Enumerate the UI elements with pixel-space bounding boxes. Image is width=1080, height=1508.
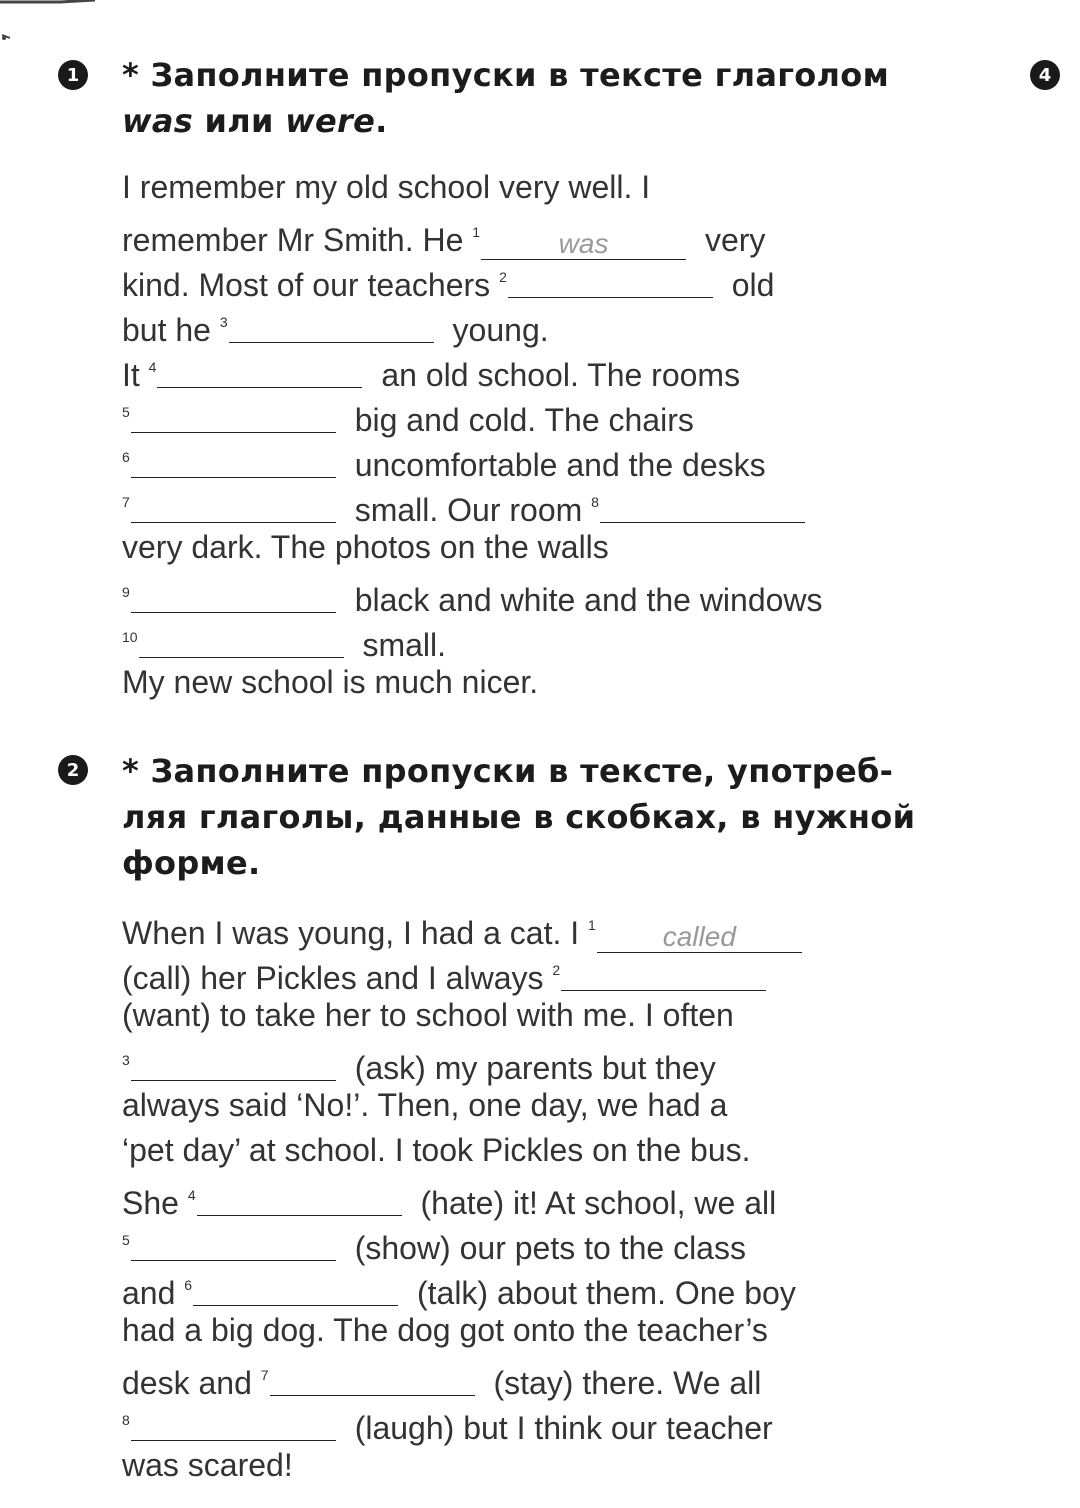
text-line bbox=[122, 570, 942, 618]
page-edge-decoration bbox=[0, 0, 120, 70]
text-line bbox=[122, 1083, 942, 1128]
line-text: My new school is much nicer. bbox=[122, 664, 539, 700]
answer-blank[interactable]: called bbox=[597, 922, 802, 953]
exercise-2-text bbox=[122, 903, 942, 1488]
exercise-2-instruction: * Заполните пропуски в тексте, употреб- ляя глаголы, данные в скобках, в нужной форме. bbox=[122, 752, 916, 882]
gap-number: 7 bbox=[260, 1367, 269, 1383]
gap-number: 7 bbox=[122, 494, 130, 510]
text-line bbox=[122, 1038, 942, 1086]
text-line bbox=[122, 525, 942, 570]
text-line bbox=[122, 993, 942, 1038]
line-text: remember Mr Smith. He bbox=[122, 222, 473, 258]
line-text: but he bbox=[122, 312, 220, 348]
line-text: had a big dog. The dog got onto the teacher’s bbox=[122, 1312, 768, 1348]
gap-number: 1 bbox=[588, 917, 596, 933]
line-text: It bbox=[122, 357, 149, 393]
gap-number: 4 bbox=[148, 359, 157, 375]
line-text: ‘pet day’ at school. I took Pickles on the bus. bbox=[122, 1132, 751, 1168]
line-text: (talk) about them. One boy bbox=[408, 1275, 796, 1311]
text-line bbox=[122, 1218, 942, 1266]
text-line bbox=[122, 210, 942, 259]
gap-number: 6 bbox=[122, 449, 130, 465]
answer-blank[interactable] bbox=[131, 1230, 336, 1261]
line-text: an old school. The rooms bbox=[372, 357, 741, 393]
answer-blank[interactable] bbox=[131, 582, 336, 613]
gap-number: 6 bbox=[184, 1277, 193, 1293]
line-text: young. bbox=[443, 312, 549, 348]
gap-number: 2 bbox=[499, 269, 507, 285]
line-text: (hate) it! At school, we all bbox=[411, 1185, 777, 1221]
answer-blank[interactable] bbox=[131, 402, 336, 433]
gap-number: 8 bbox=[122, 1412, 130, 1428]
text-line bbox=[122, 1353, 942, 1401]
answer-blank[interactable] bbox=[600, 492, 805, 523]
exercise-2-number: 2 bbox=[58, 755, 88, 785]
exercise-4-number: 4 bbox=[1030, 60, 1060, 90]
gap-number: 10 bbox=[122, 629, 138, 645]
text-line bbox=[122, 660, 942, 705]
line-text: was scared! bbox=[122, 1447, 293, 1483]
line-text: black and white and the windows bbox=[345, 582, 823, 618]
answer-blank[interactable] bbox=[270, 1365, 475, 1396]
text-line bbox=[122, 165, 942, 210]
line-text: When I was young, I had a cat. I bbox=[122, 915, 589, 951]
answer-blank[interactable] bbox=[131, 1050, 336, 1081]
line-text: and bbox=[122, 1275, 185, 1311]
text-line bbox=[122, 1308, 942, 1353]
text-line bbox=[122, 255, 942, 303]
answer-blank[interactable] bbox=[131, 1410, 336, 1441]
gap-number: 8 bbox=[591, 494, 599, 510]
exercise-1-number: 1 bbox=[58, 60, 88, 90]
gap-number: 1 bbox=[472, 224, 481, 240]
answer-blank[interactable] bbox=[197, 1185, 402, 1216]
answer-blank[interactable] bbox=[139, 627, 344, 658]
answer-blank[interactable] bbox=[157, 357, 362, 388]
gap-number: 5 bbox=[122, 404, 130, 420]
line-text: old bbox=[722, 267, 775, 303]
line-text: uncomfortable and the desks bbox=[345, 447, 766, 483]
text-line bbox=[122, 1443, 942, 1488]
answer-blank[interactable]: was bbox=[481, 229, 686, 260]
text-line bbox=[122, 1173, 942, 1221]
line-text: (laugh) but I think our teacher bbox=[345, 1410, 773, 1446]
gap-number: 3 bbox=[219, 314, 228, 330]
text-line bbox=[122, 948, 942, 996]
line-text: big and cold. The chairs bbox=[345, 402, 694, 438]
text-line bbox=[122, 1128, 942, 1173]
line-text: (stay) there. We all bbox=[484, 1365, 762, 1401]
line-text: She bbox=[122, 1185, 188, 1221]
text-line bbox=[122, 615, 942, 663]
gap-number: 9 bbox=[122, 584, 130, 600]
line-text: very bbox=[696, 222, 766, 258]
gap-number: 3 bbox=[122, 1052, 130, 1068]
line-text: (call) her Pickles and I always bbox=[122, 960, 553, 996]
line-text: small. bbox=[353, 627, 447, 663]
line-text: very dark. The photos on the walls bbox=[122, 529, 609, 565]
answer-blank[interactable] bbox=[508, 267, 713, 298]
text-line bbox=[122, 390, 942, 438]
line-text: (ask) my parents but they bbox=[345, 1050, 716, 1086]
gap-number: 4 bbox=[187, 1187, 196, 1203]
line-text: always said ‘No!’. Then, one day, we had a bbox=[122, 1087, 728, 1123]
gap-number: 5 bbox=[122, 1232, 130, 1248]
text-line bbox=[122, 480, 942, 528]
answer-blank[interactable] bbox=[131, 447, 336, 478]
answer-blank[interactable] bbox=[561, 960, 766, 991]
text-line bbox=[122, 903, 942, 952]
line-text: desk and bbox=[122, 1365, 261, 1401]
answer-blank[interactable] bbox=[193, 1275, 398, 1306]
gap-number: 2 bbox=[552, 962, 561, 978]
line-text: (want) to take her to school with me. I often bbox=[122, 997, 734, 1033]
text-line bbox=[122, 300, 942, 348]
answer-blank[interactable] bbox=[131, 492, 336, 523]
line-text: small. Our room bbox=[345, 492, 592, 528]
line-text: I remember my old school very well. I bbox=[122, 169, 651, 205]
exercise-1-instruction: * Заполните пропуски в тексте глаголом was или were. bbox=[122, 56, 890, 140]
text-line bbox=[122, 1263, 942, 1311]
line-text: (show) our pets to the class bbox=[345, 1230, 746, 1266]
answer-blank[interactable] bbox=[229, 312, 434, 343]
text-line bbox=[122, 1398, 942, 1446]
exercise-1-text bbox=[122, 165, 942, 705]
text-line bbox=[122, 345, 942, 393]
text-line bbox=[122, 435, 942, 483]
line-text: kind. Most of our teachers bbox=[122, 267, 500, 303]
